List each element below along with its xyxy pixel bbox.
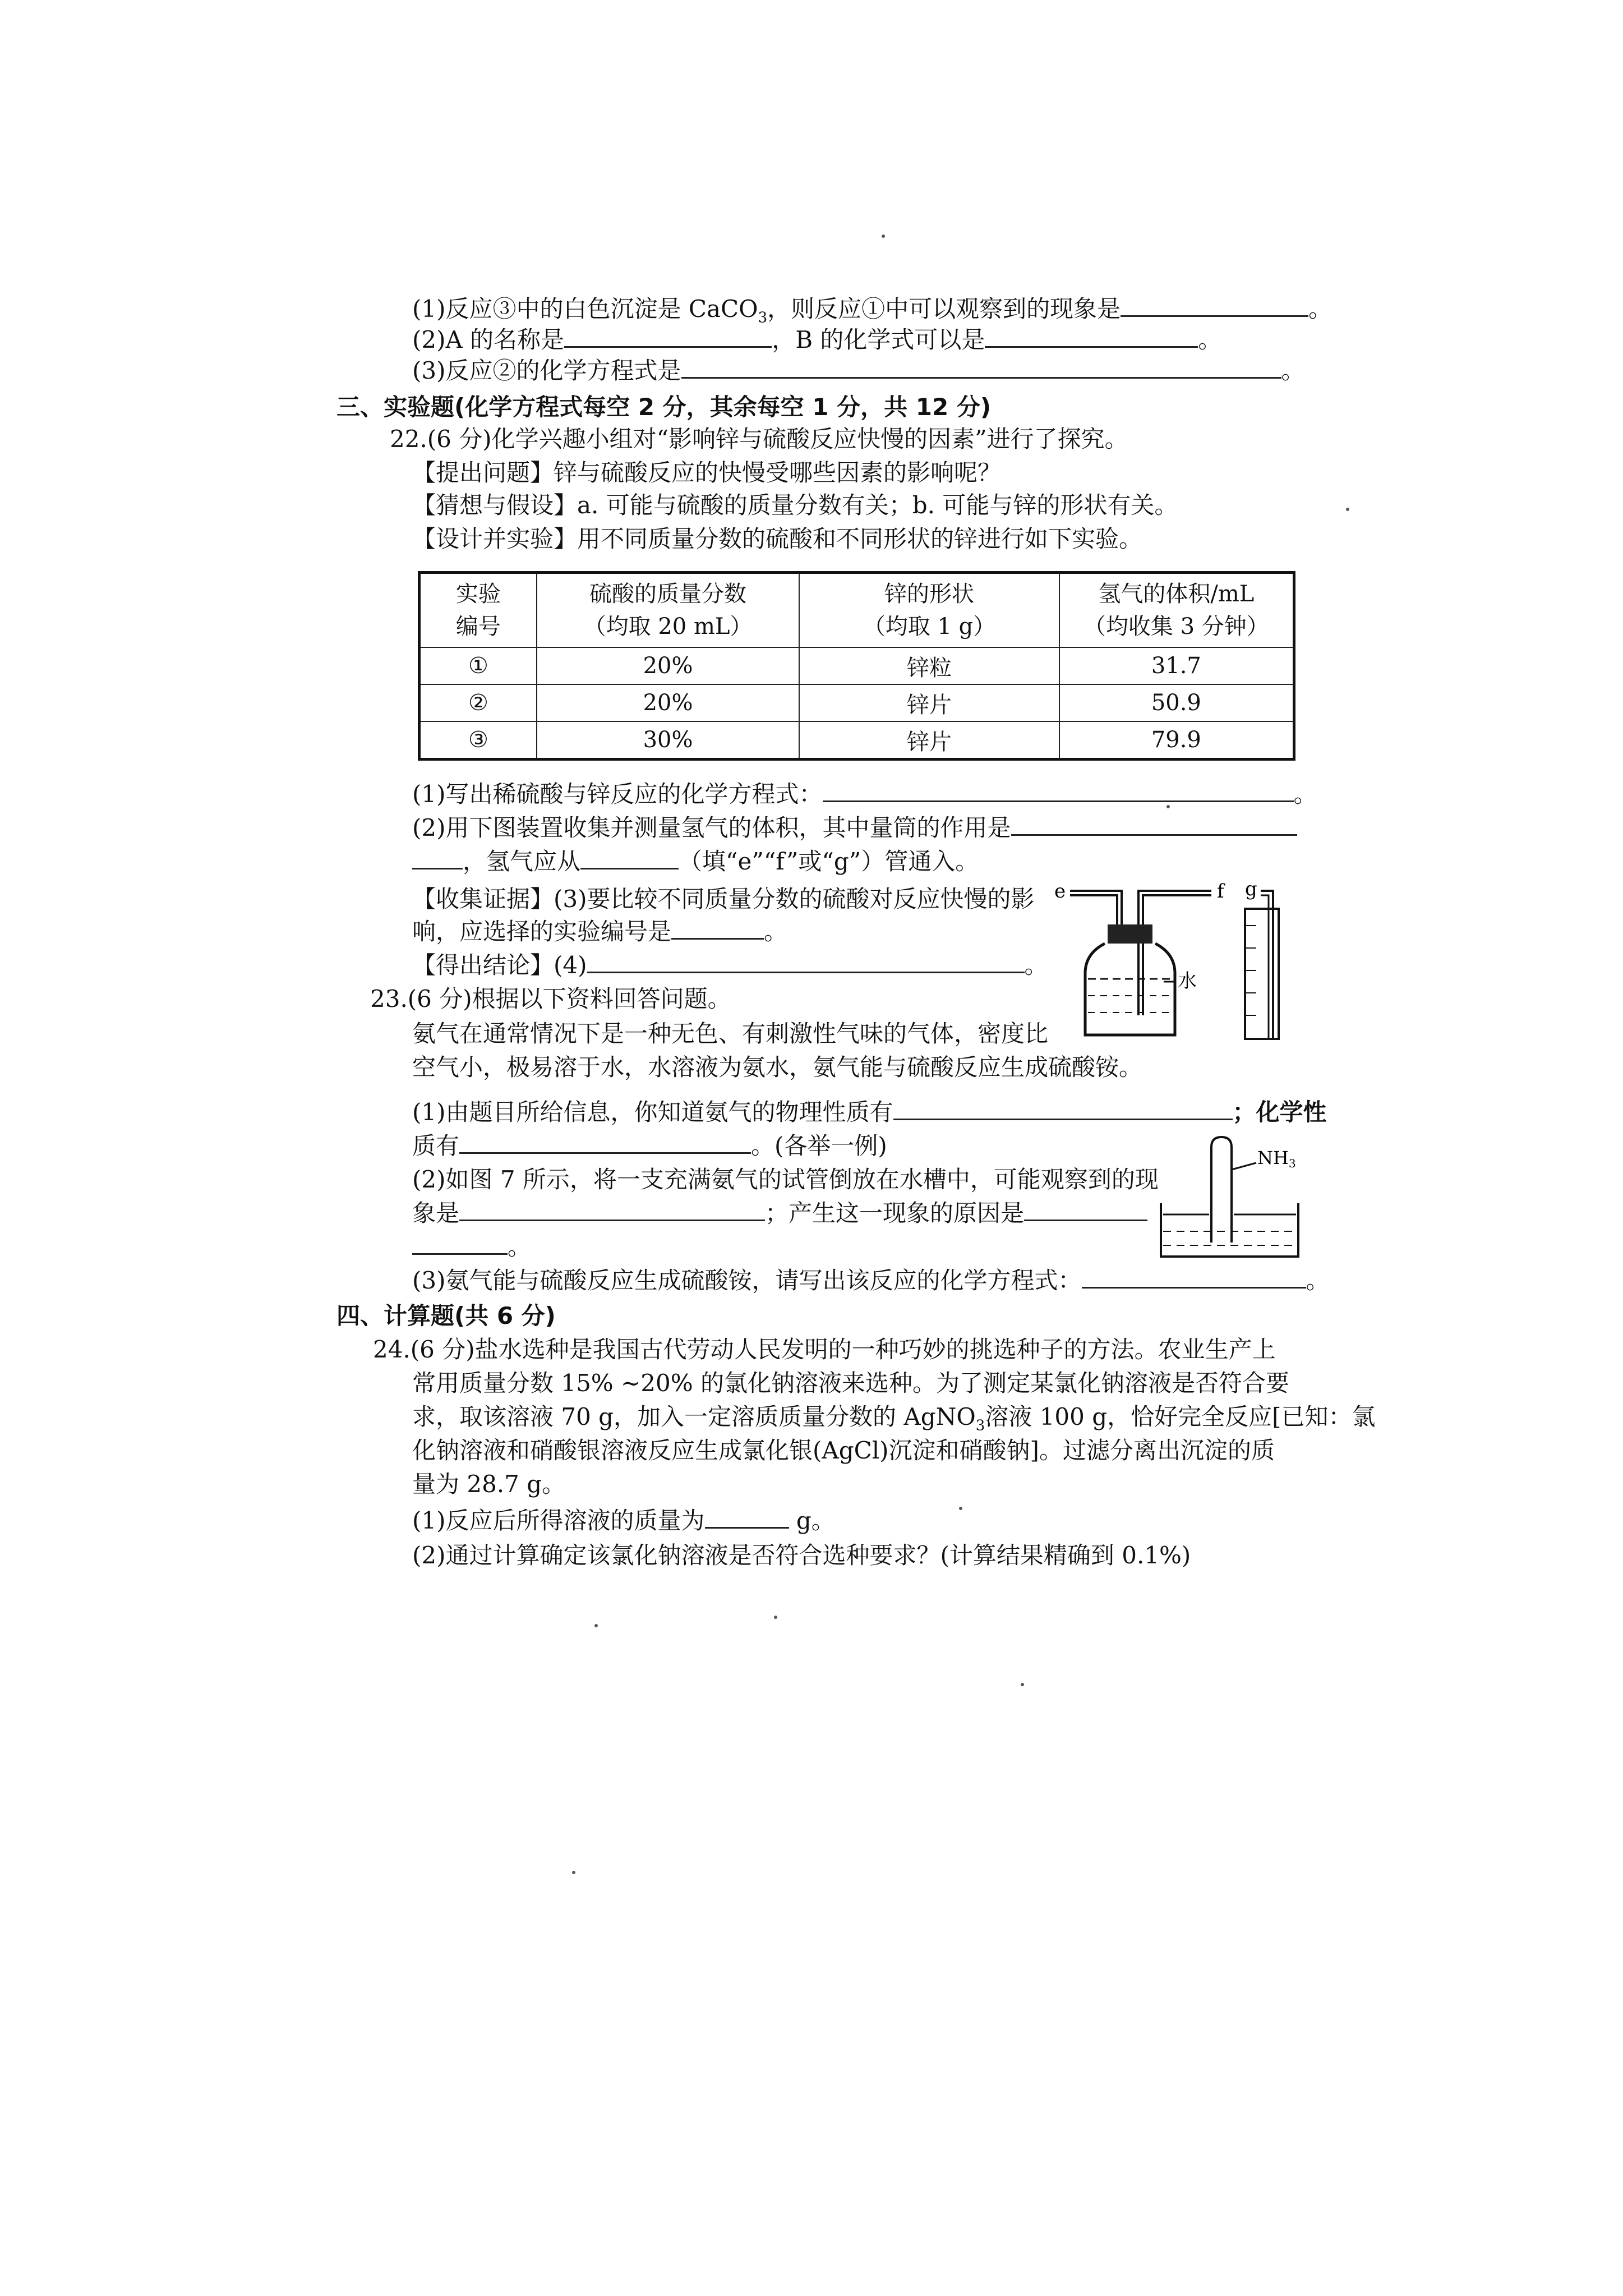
table-row (419, 721, 1294, 760)
q23-sub3: (3)氨气能与硫酸反应生成硫酸铵，请写出该反应的化学方程式： 。 (412, 1267, 1330, 1294)
q22-sub1: (1)写出稀硫酸与锌反应的化学方程式： 。 (412, 780, 1317, 808)
answer-blank[interactable] (985, 343, 1198, 348)
q23-info-line1: 氨气在通常情况下是一种无色、有刺激性气味的气体，密度比 (412, 1020, 1049, 1047)
q23-sub2-cont: 象是 ；产生这一现象的原因是 (412, 1202, 1147, 1225)
q22-hypothesis: 【猜想与假设】a. 可能与硫酸的质量分数有关；b. 可能与锌的形状有关。 (412, 491, 1178, 519)
tube-label-e: e (1054, 880, 1066, 903)
answer-blank[interactable] (564, 343, 772, 348)
table-cell: 20% (537, 647, 799, 684)
q22-question: 【提出问题】锌与硫酸反应的快慢受哪些因素的影响呢？ (412, 459, 1002, 486)
q21-part2: (2)A 的名称是 ，B 的化学式可以是 。 (412, 326, 1222, 353)
gas-collection-apparatus (1054, 875, 1301, 1043)
tube-label-f: f (1217, 880, 1224, 903)
experiment-table (418, 571, 1295, 761)
q22-sub3-cont: 响，应选择的实验编号是 。 (412, 918, 788, 945)
table-cell: 锌片 (799, 684, 1059, 721)
header-cell: 氢气的体积/mL （均收集 3 分钟） (1059, 573, 1294, 648)
table-cell: ① (419, 647, 537, 684)
table-cell: ② (419, 684, 537, 721)
table-cell: 79.9 (1059, 721, 1294, 760)
q23-info-line2: 空气小，极易溶于水，水溶液为氨水，氨气能与硫酸反应生成硫酸铵。 (412, 1053, 1143, 1081)
answer-blank[interactable] (412, 864, 463, 869)
q22-sub4: 【得出结论】(4) 。 (412, 951, 1048, 979)
table-cell: 31.7 (1059, 647, 1294, 684)
q23-sub2: (2)如图 7 所示，将一支充满氨气的试管倒放在水槽中，可能观察到的现 (412, 1166, 1159, 1193)
q24-line5: 量为 28.7 g。 (412, 1470, 566, 1498)
ammonia-test-tube-figure (1155, 1130, 1307, 1265)
q23-sub1: (1)由题目所给信息，你知道氨气的物理性质有 ；化学性 (412, 1098, 1327, 1126)
answer-blank[interactable] (459, 1216, 765, 1221)
table-cell: 20% (537, 684, 799, 721)
table-cell: 50.9 (1059, 684, 1294, 721)
q22-intro: 22.(6 分)化学兴趣小组对“影响锌与硫酸反应快慢的因素”进行了探究。 (390, 425, 1128, 453)
q24-sub2: (2)通过计算确定该氯化钠溶液是否符合选种要求？(计算结果精确到 0.1%) (412, 1542, 1191, 1569)
q24-line4: 化钠溶液和硝酸银溶液反应生成氯化银(AgCl)沉淀和硝酸钠]。过滤分离出沉淀的质 (412, 1437, 1275, 1464)
ammonia-label: NH3 (1257, 1147, 1296, 1170)
header-cell: 硫酸的质量分数 （均取 20 mL） (537, 573, 799, 648)
q22-sub2: (2)用下图装置收集并测量氢气的体积，其中量筒的作用是 (412, 816, 1297, 840)
answer-blank[interactable] (1121, 312, 1308, 317)
table-cell: ③ (419, 721, 537, 760)
answer-blank[interactable] (412, 1250, 508, 1255)
answer-blank[interactable] (893, 1115, 1233, 1120)
q22-sub2-cont: ，氢气应从 （填“e”“f”或“g”）管通入。 (412, 850, 979, 873)
answer-blank[interactable] (1011, 831, 1297, 836)
q23-intro: 23.(6 分)根据以下资料回答问题。 (370, 985, 731, 1013)
table-cell: 锌粒 (799, 647, 1059, 684)
answer-blank[interactable] (459, 1149, 751, 1154)
table-cell: 30% (537, 721, 799, 760)
answer-blank[interactable] (1082, 1283, 1306, 1289)
answer-blank[interactable] (823, 797, 1294, 802)
tube-label-g: g (1245, 878, 1257, 900)
answer-blank[interactable] (580, 864, 679, 869)
answer-blank[interactable] (1024, 1216, 1147, 1221)
q21-part1: (1)反应③中的白色沉淀是 CaCO$_3$，则反应①中可以观察到的现象是 。 (412, 295, 1332, 326)
q22-sub3: 【收集证据】(3)要比较不同质量分数的硫酸对反应快慢的影 (412, 885, 1035, 913)
q24-line2: 常用质量分数 15% ~20% 的氯化钠溶液来选种。为了测定某氯化钠溶液是否符合要 (412, 1369, 1289, 1397)
q21-part3: (3)反应②的化学方程式是 。 (412, 357, 1305, 384)
q23-sub2-end: 。 (412, 1235, 531, 1259)
answer-blank[interactable] (671, 935, 764, 940)
table-cell: 锌片 (799, 721, 1059, 760)
header-cell: 锌的形状 （均取 1 g） (799, 573, 1059, 648)
q24-line1: 24.(6 分)盐水选种是我国古代劳动人民发明的一种巧妙的挑选种子的方法。农业生产上 (373, 1336, 1276, 1363)
water-label: 水 (1178, 970, 1197, 992)
table-row (419, 684, 1294, 721)
q23-sub1-cont: 质有 。(各举一例) (412, 1132, 887, 1159)
q24-sub1: (1)反应后所得溶液的质量为 g。 (412, 1507, 835, 1534)
answer-blank[interactable] (681, 374, 1281, 379)
answer-blank[interactable] (705, 1524, 789, 1529)
section-4-title: 四、计算题(共 6 分) (336, 1302, 556, 1329)
table-row (419, 647, 1294, 684)
q24-line3: 求，取该溶液 70 g，加入一定溶质质量分数的 AgNO$_3$溶液 100 g，恰好完全反应[已知：氯 (412, 1403, 1376, 1434)
header-cell: 实验 编号 (419, 573, 537, 648)
section-3-title: 三、实验题(化学方程式每空 2 分，其余每空 1 分，共 12 分) (336, 393, 992, 421)
q22-design: 【设计并实验】用不同质量分数的硫酸和不同形状的锌进行如下实验。 (412, 525, 1143, 553)
answer-blank[interactable] (587, 968, 1025, 973)
